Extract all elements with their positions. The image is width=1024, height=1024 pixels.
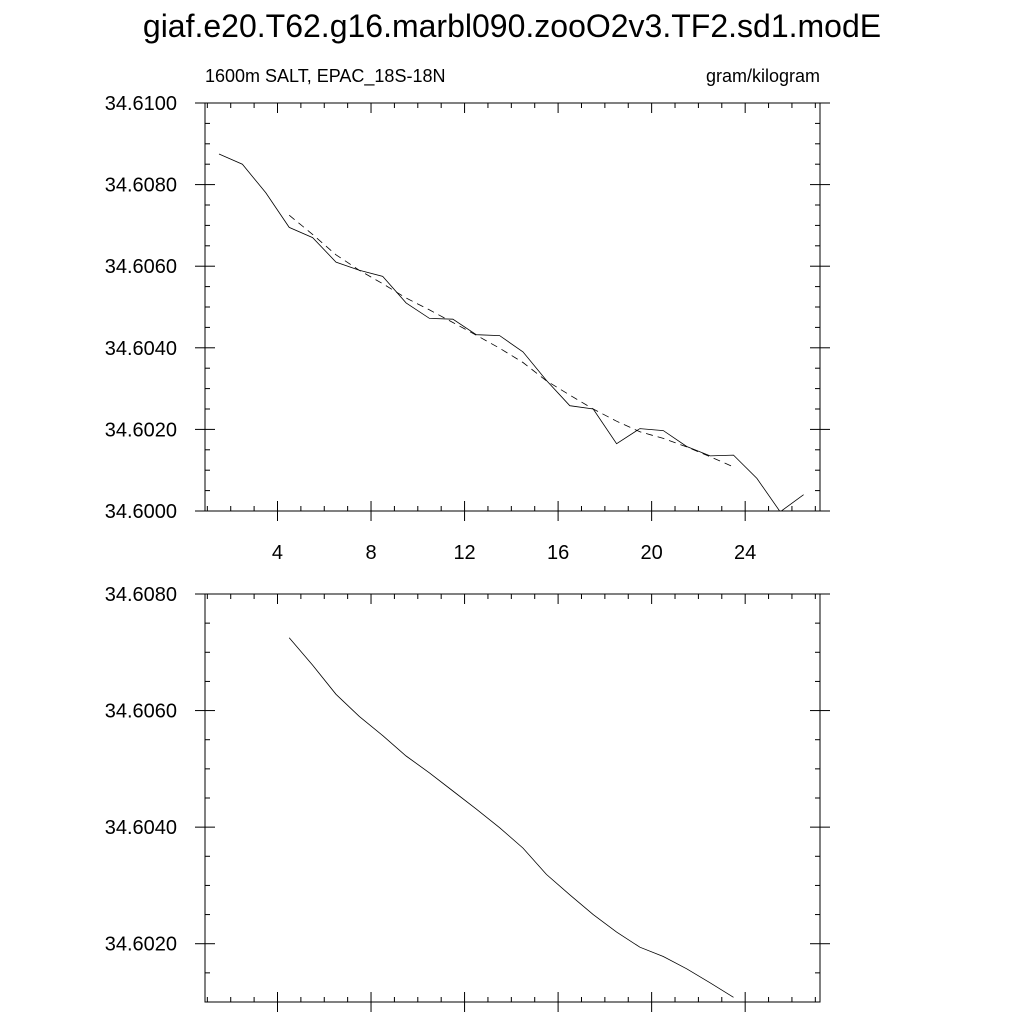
- top-x-tick-label: 4: [271, 542, 284, 564]
- top-y-tick-label: 34.6100: [104, 93, 177, 115]
- top-axes-frame: [205, 103, 820, 511]
- bottom-y-tick-label: 34.6080: [104, 584, 177, 606]
- top-y-tick-label: 34.6040: [104, 337, 177, 360]
- top-x-tick-label: 16: [546, 542, 570, 564]
- chart-title: giaf.e20.T62.g16.marbl090.zooO2v3.TF2.sd1.modE: [142, 8, 882, 44]
- top-series-annual: [219, 154, 804, 512]
- left-subtitle: 1600m SALT, EPAC_18S-18N: [205, 66, 446, 86]
- top-x-tick-label: 12: [453, 542, 476, 564]
- bottom-panel: [105, 584, 830, 1012]
- top-x-tick-label: 20: [640, 542, 663, 564]
- top-y-tick-label: 34.6080: [104, 174, 177, 197]
- top-series-running-mean: [289, 215, 733, 467]
- bottom-y-tick-label: 34.6040: [104, 817, 177, 840]
- top-y-tick-label: 34.6000: [104, 501, 177, 523]
- bottom-series-running-mean: [289, 638, 733, 998]
- bottom-y-tick-label: 34.6020: [104, 933, 177, 956]
- right-subtitle: gram/kilogram: [705, 66, 820, 86]
- top-y-tick-label: 34.6020: [104, 419, 177, 442]
- top-x-tick-label: 24: [734, 542, 757, 564]
- bottom-axes-frame: [205, 594, 820, 1002]
- top-y-tick-label: 34.6060: [104, 256, 177, 279]
- top-x-tick-label: 8: [365, 542, 377, 564]
- bottom-y-tick-label: 34.6060: [104, 700, 177, 723]
- top-panel: [105, 93, 830, 564]
